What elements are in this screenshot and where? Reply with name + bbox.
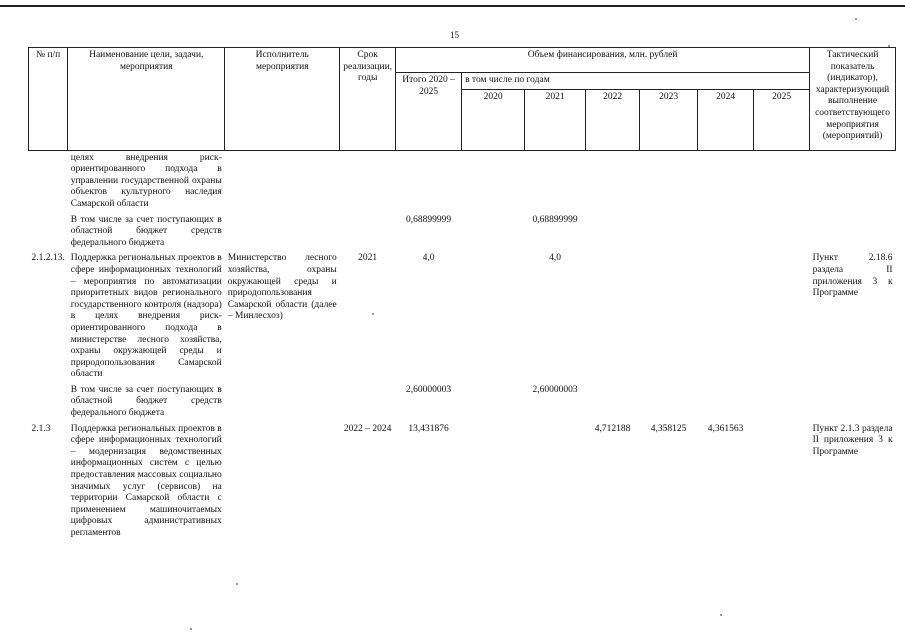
- header-year-2024: 2024: [698, 89, 754, 150]
- row-2021: [525, 422, 586, 542]
- row-num: [29, 383, 68, 422]
- header-name: Наименование цели, задачи, мероприятия: [68, 48, 225, 151]
- row-num: [29, 213, 68, 252]
- row-2021: 0,68899999: [532, 214, 578, 225]
- header-by-years: в том числе по годам: [462, 73, 810, 90]
- row-term: [340, 150, 396, 212]
- table-row: [29, 150, 896, 212]
- row-total: 4,0: [422, 253, 435, 264]
- row-name: Поддержка региональных проектов в сфере информационных технологий – мероприятия по автоматизации приоритетных видов регионального государственного контроля (надзора) в целях внедрения риск-ориентированного подхода в министерстве лесного хозяйства, охраны окружающей среды и природопользования Самарской области: [70, 253, 222, 380]
- row-total: 13,431876: [408, 423, 449, 434]
- row-indicator: [810, 150, 896, 212]
- row-executor: [225, 383, 340, 422]
- row-num: 2.1.3: [31, 423, 51, 434]
- row-2024: [698, 150, 754, 212]
- row-2023: [640, 213, 698, 252]
- row-2022: [586, 251, 640, 383]
- scan-speck: [236, 583, 238, 585]
- row-indicator: [810, 383, 896, 422]
- row-name: В том числе за счет поступающих в областной бюджет средств федерального бюджета: [70, 384, 222, 419]
- row-executor: [225, 213, 340, 252]
- scan-speck: [855, 18, 857, 20]
- row-num: 2.1.2.13.: [31, 253, 65, 264]
- table-row: [29, 213, 896, 252]
- row-indicator: [810, 213, 896, 252]
- row-2025: [754, 422, 810, 542]
- table-row: [29, 383, 896, 422]
- row-2024: 4,361563: [707, 423, 744, 434]
- scan-speck: [372, 313, 374, 315]
- row-2020: [462, 383, 525, 422]
- row-2022: [586, 213, 640, 252]
- header-year-2021: 2021: [525, 89, 586, 150]
- row-num: [29, 150, 68, 212]
- row-indicator: Пункт 2.1.3 раздела II приложения 3 к Программе: [812, 423, 893, 457]
- header-funding: Объем финансирования, млн. рублей: [396, 48, 810, 73]
- table-row: [29, 422, 896, 542]
- table-row: [29, 251, 896, 383]
- header-total: Итого 2020 – 2025: [396, 73, 462, 151]
- row-2022: 4,712188: [594, 423, 631, 434]
- row-term: [340, 383, 396, 422]
- row-2025: [754, 383, 810, 422]
- scan-speck: [888, 45, 890, 47]
- row-2020: [462, 213, 525, 252]
- row-2021: 2,60000003: [532, 384, 578, 395]
- row-2020: [462, 150, 525, 212]
- row-executor: [225, 422, 340, 542]
- row-total: [396, 150, 462, 212]
- header-executor: Исполнитель мероприятия: [225, 48, 340, 151]
- row-2020: [462, 422, 525, 542]
- row-2023: 4,358125: [650, 423, 687, 434]
- row-2020: [462, 251, 525, 383]
- row-total: 2,60000003: [406, 384, 452, 395]
- header-year-2022: 2022: [586, 89, 640, 150]
- funding-table: [28, 47, 896, 542]
- header-num: № п/п: [29, 48, 68, 151]
- row-term: 2022 – 2024: [343, 423, 392, 434]
- row-2025: [754, 251, 810, 383]
- row-name: Поддержка региональных проектов в сфере информационных технологий – модернизация ведомственных информационных систем с целью предоставления массовых социально значимых услуг (сервисов) на территории Самарской области с применением машиночитаемых цифровых административных регламентов: [70, 423, 222, 538]
- scan-speck: [720, 614, 722, 616]
- row-term: 2021: [358, 253, 378, 264]
- row-executor: Министерство лесного хозяйства, охраны окружающей среды и природопользования Самарской области (далее – Минлесхоз): [227, 253, 337, 322]
- row-2025: [754, 150, 810, 212]
- row-2024: [698, 383, 754, 422]
- row-executor: [225, 150, 340, 212]
- row-term: [340, 213, 396, 252]
- row-2022: [586, 383, 640, 422]
- header-year-2025: 2025: [754, 89, 810, 150]
- row-total: 0,68899999: [406, 214, 452, 225]
- header-indicator: Тактический показатель (индикатор), характеризующий выполнение соответствующего мероприятия (мероприятий): [810, 48, 896, 151]
- header-term: Срок реализации, годы: [340, 48, 396, 151]
- row-2022: [586, 150, 640, 212]
- header-year-2020: 2020: [462, 89, 525, 150]
- scan-speck: [190, 628, 192, 630]
- row-2023: [640, 150, 698, 212]
- row-name: В том числе за счет поступающих в областной бюджет средств федерального бюджета: [70, 214, 222, 248]
- top-rule: [0, 5, 905, 7]
- row-2024: [698, 251, 754, 383]
- row-indicator: Пункт 2.18.6 раздела II приложения 3 к Программе: [812, 253, 893, 299]
- row-2025: [754, 213, 810, 252]
- row-2023: [640, 251, 698, 383]
- row-2023: [640, 383, 698, 422]
- header-year-2023: 2023: [640, 89, 698, 150]
- row-2021: 4,0: [549, 253, 561, 264]
- row-2024: [698, 213, 754, 252]
- page-number: 15: [450, 30, 459, 40]
- row-2021: [525, 150, 586, 212]
- row-name: целях внедрения риск-ориентированного подхода в управлении государственной охраны объектов культурного наследия Самарской области: [70, 152, 222, 209]
